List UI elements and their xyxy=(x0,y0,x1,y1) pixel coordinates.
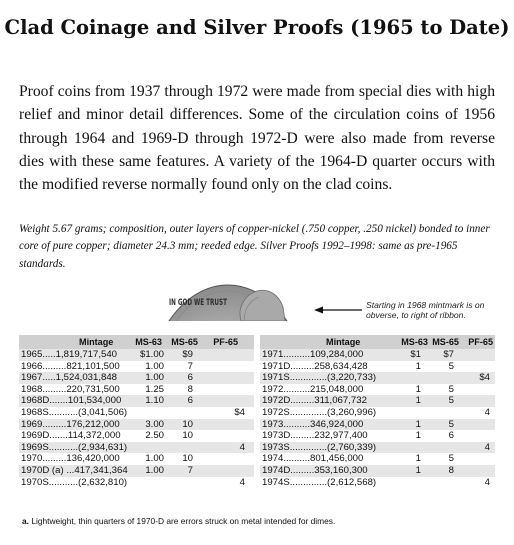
row-ms65: 7 xyxy=(187,464,193,476)
row-date-mintage: 1969D.......114,372,000 xyxy=(21,430,121,442)
row-ms65: 10 xyxy=(182,418,193,430)
row-date-mintage: 1973D.........232,977,400 xyxy=(262,430,368,442)
page-title: Clad Coinage and Silver Proofs (1965 to Date) xyxy=(4,16,510,39)
row-date-mintage: 1969S...........(2,934,631) xyxy=(21,441,128,453)
coin-motto: IN GOD WE TRUST xyxy=(169,298,228,308)
table-row xyxy=(260,430,495,442)
coin-image xyxy=(145,283,311,321)
row-ms65: 5 xyxy=(448,395,454,407)
table-row xyxy=(260,477,495,489)
row-pf65: $4 xyxy=(234,406,245,418)
table-row xyxy=(260,419,495,431)
row-ms63: 1.00 xyxy=(145,360,164,372)
row-ms65: 8 xyxy=(448,464,454,476)
row-ms63: 3.00 xyxy=(145,418,164,430)
table-row xyxy=(260,465,495,477)
row-date-mintage: 1973S..............(2,760,339) xyxy=(262,441,377,453)
table-row xyxy=(19,349,254,361)
row-pf65: 4 xyxy=(239,441,245,453)
table-row xyxy=(260,453,495,465)
table-row xyxy=(260,372,495,384)
row-ms65: $7 xyxy=(443,349,454,360)
row-date-mintage: 1971..........109,284,000 xyxy=(262,349,364,360)
row-pf65: 4 xyxy=(484,406,490,418)
row-date-mintage: 1970S...........(2,632,810) xyxy=(21,476,128,488)
row-date-mintage: 1968.........220,731,500 xyxy=(21,383,120,395)
table-row xyxy=(260,361,495,373)
row-ms63: 1.00 xyxy=(145,464,164,476)
row-ms65: 7 xyxy=(187,360,193,372)
row-ms63: 1.00 xyxy=(145,372,164,384)
quarter-obverse-image xyxy=(145,283,311,321)
row-date-mintage: 1968S...........(3,041,506) xyxy=(21,406,128,418)
header-mintage: Mintage xyxy=(326,337,361,347)
row-ms65: 6 xyxy=(187,395,193,407)
row-date-mintage: 1972..........215,048,000 xyxy=(262,383,364,395)
row-date-mintage: 1973..........346,924,000 xyxy=(262,418,364,430)
row-pf65: 4 xyxy=(239,476,245,488)
table-right-column xyxy=(260,335,495,488)
row-date-mintage: 1970D (a) ...417,341,364 xyxy=(21,464,128,476)
table-row xyxy=(19,430,254,442)
row-date-mintage: 1974..........801,456,000 xyxy=(262,453,364,465)
row-date-mintage: 1971D.........258,634,428 xyxy=(262,360,368,372)
footnote-marker: a. xyxy=(22,516,29,526)
table-row xyxy=(19,465,254,477)
row-ms63: 2.50 xyxy=(145,430,164,442)
table-row xyxy=(19,372,254,384)
row-date-mintage: 1969.........176,212,000 xyxy=(21,418,120,430)
header-ms63: MS-63 xyxy=(401,337,428,347)
row-date-mintage: 1972S..............(3,260,996) xyxy=(262,406,377,418)
table-header xyxy=(19,335,254,349)
row-pf65: 4 xyxy=(484,476,490,488)
table-row xyxy=(260,384,495,396)
row-ms65: 6 xyxy=(448,430,454,442)
row-ms63: $1.00 xyxy=(139,349,164,360)
header-ms65: MS-65 xyxy=(432,337,459,347)
row-pf65: 4 xyxy=(484,441,490,453)
header-mintage: Mintage xyxy=(79,337,114,347)
row-ms65: $9 xyxy=(182,349,193,360)
row-ms63: 1.25 xyxy=(145,383,164,395)
row-ms63: 1 xyxy=(415,360,421,372)
row-ms65: 5 xyxy=(448,383,454,395)
row-date-mintage: 1972D.........311,067,732 xyxy=(262,395,367,407)
table-row xyxy=(260,407,495,419)
row-date-mintage: 1974D.........353,160,300 xyxy=(262,464,368,476)
row-ms63: 1 xyxy=(415,383,421,395)
mintmark-note: Starting in 1968 mintmark is on obverse, to right of ribbon. xyxy=(366,300,485,320)
table-header xyxy=(260,335,495,349)
row-ms63: $1 xyxy=(410,349,421,360)
row-pf65: $4 xyxy=(479,372,490,384)
table-row xyxy=(19,361,254,373)
header-ms65: MS-65 xyxy=(171,337,198,347)
table-row xyxy=(19,442,254,454)
table-row xyxy=(19,407,254,419)
mintage-value-table xyxy=(19,335,495,512)
row-date-mintage: 1968D.......101,534,000 xyxy=(21,395,122,407)
table-row xyxy=(260,349,495,361)
arrow-icon xyxy=(314,306,364,314)
specifications-text: Weight 5.67 grams; composition, outer layers of copper-nickel (.750 copper, .250 nickel) bonded to inner core of pure copper; diameter 24.3 mm; reeded edge. Silver Proofs 1992–1998: same as pre-1965 standards. xyxy=(19,223,490,270)
row-ms65: 5 xyxy=(448,418,454,430)
row-ms65: 6 xyxy=(187,372,193,384)
header-pf65: PF-65 xyxy=(468,337,493,347)
table-row xyxy=(19,395,254,407)
row-date-mintage: 1970.........136,420,000 xyxy=(21,453,120,465)
row-ms63: 1 xyxy=(415,418,421,430)
row-ms63: 1 xyxy=(415,395,421,407)
row-ms65: 10 xyxy=(182,453,193,465)
table-row xyxy=(260,395,495,407)
row-date-mintage: 1966.........821,101,500 xyxy=(21,360,120,372)
row-date-mintage: 1967.....1,524,031,848 xyxy=(21,372,118,384)
row-ms65: 5 xyxy=(448,453,454,465)
row-ms65: 10 xyxy=(182,430,193,442)
row-ms63: 1.10 xyxy=(145,395,164,407)
table-row xyxy=(19,419,254,431)
table-footnote xyxy=(22,516,502,526)
row-date-mintage: 1974S..............(2,612,568) xyxy=(262,476,377,488)
table-row xyxy=(19,453,254,465)
row-ms63: 1 xyxy=(415,453,421,465)
footnote-text: Lightweight, thin quarters of 1970-D are errors struck on metal intended for dimes. xyxy=(31,516,336,526)
table-row xyxy=(19,477,254,489)
intro-paragraph: Proof coins from 1937 through 1972 were made from special dies with high relief and minor detail differences. Some of the circulation coins of 1956 through 1964 and 1969-D through 1972-D were also made from reverse dies with these same features. A variety of the 1964-D quarter occurs with the modified reverse normally found only on the clad coins. xyxy=(19,83,495,194)
row-ms63: 1 xyxy=(415,464,421,476)
row-date-mintage: 1965.....1,819,717,540 xyxy=(21,349,118,360)
row-ms65: 5 xyxy=(448,360,454,372)
row-ms63: 1.00 xyxy=(145,453,164,465)
header-pf65: PF-65 xyxy=(213,337,238,347)
table-row xyxy=(19,384,254,396)
row-ms65: 8 xyxy=(187,383,193,395)
row-date-mintage: 1971S..............(3,220,733) xyxy=(262,372,377,384)
header-ms63: MS-63 xyxy=(135,337,162,347)
table-row xyxy=(260,442,495,454)
row-ms63: 1 xyxy=(415,430,421,442)
table-left-column xyxy=(19,335,254,488)
